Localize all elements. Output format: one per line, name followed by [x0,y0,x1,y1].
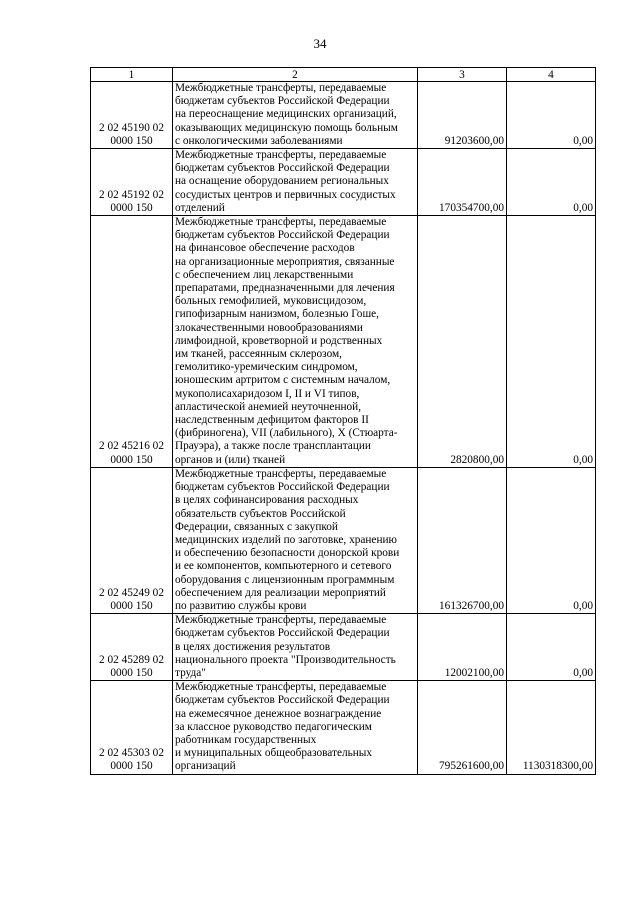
amount-col4: 0,00 [507,216,596,468]
amount-col3: 795261600,00 [418,681,507,774]
budget-table [90,67,596,775]
column-header: 1 [91,68,173,82]
amount-col4: 1130318300,00 [507,681,596,774]
amount-col4: 0,00 [507,467,596,613]
row-description: Межбюджетные трансферты, передаваемые бюджетам субъектов Российской Федерации на оснащение оборудованием региональных сосудистых центров и первичных сосудистых отделений [173,149,418,216]
amount-col3: 91203600,00 [418,82,507,149]
budget-code: 2 02 45190 02 0000 150 [91,82,173,149]
table-row [91,467,596,613]
row-description: Межбюджетные трансферты, передаваемые бюджетам субъектов Российской Федерации в целях софинансирования расходных обязательств субъектов Российской Федерации, связанных с закупкой медицинских изделий по заготовке, хранению и обеспечению безопасности донорской крови и ее компонентов, компьютерного и сетевого оборудования с лицензионным программным обеспечением для реализации мероприятий по развитию службы крови [173,467,418,613]
amount-col3: 2820800,00 [418,216,507,468]
table-row [91,681,596,774]
budget-code: 2 02 45249 02 0000 150 [91,467,173,613]
table-row [91,149,596,216]
row-description: Межбюджетные трансферты, передаваемые бюджетам субъектов Российской Федерации на переоснащение медицинских организаций, оказывающих медицинскую помощь больным с онкологическими заболеваниями [173,82,418,149]
column-header: 2 [173,68,418,82]
amount-col3: 12002100,00 [418,614,507,681]
row-description: Межбюджетные трансферты, передаваемые бюджетам субъектов Российской Федерации на финансовое обеспечение расходов на организационные мероприятия, связанные с обеспечением лиц лекарственными препаратами, предназначенными для лечения больных гемофилией, муковисцидозом, гипофизарным нанизмом, болезнью Гоше, злокачественными новообразованиями лимфоидной, кроветворной и родственных им тканей, рассеянным склерозом, гемолитико-уремическим синдромом, юношеским артритом с системным началом, мукополисахаридозом I, II и VI типов, апластической анемией неуточненной, наследственным дефицитом факторов II (фибриногена), VII (лабильного), X (Стюарта- Прауэра), а также после трансплантации органов и (или) тканей [173,216,418,468]
budget-code: 2 02 45303 02 0000 150 [91,681,173,774]
amount-col4: 0,00 [507,149,596,216]
page-number: 34 [313,36,327,51]
table-row [91,82,596,149]
budget-code: 2 02 45192 02 0000 150 [91,149,173,216]
budget-code: 2 02 45216 02 0000 150 [91,216,173,468]
table-header-row [91,68,596,82]
amount-col3: 161326700,00 [418,467,507,613]
amount-col4: 0,00 [507,82,596,149]
table-row [91,216,596,468]
budget-code: 2 02 45289 02 0000 150 [91,614,173,681]
column-header: 4 [507,68,596,82]
row-description: Межбюджетные трансферты, передаваемые бюджетам субъектов Российской Федерации в целях достижения результатов национального проекта "Производительность труда" [173,614,418,681]
table-row [91,614,596,681]
amount-col3: 170354700,00 [418,149,507,216]
amount-col4: 0,00 [507,614,596,681]
row-description: Межбюджетные трансферты, передаваемые бюджетам субъектов Российской Федерации на ежемесячное денежное вознаграждение за классное руководство педагогическим работникам государственных и муниципальных общеобразовательных организаций [173,681,418,774]
column-header: 3 [418,68,507,82]
